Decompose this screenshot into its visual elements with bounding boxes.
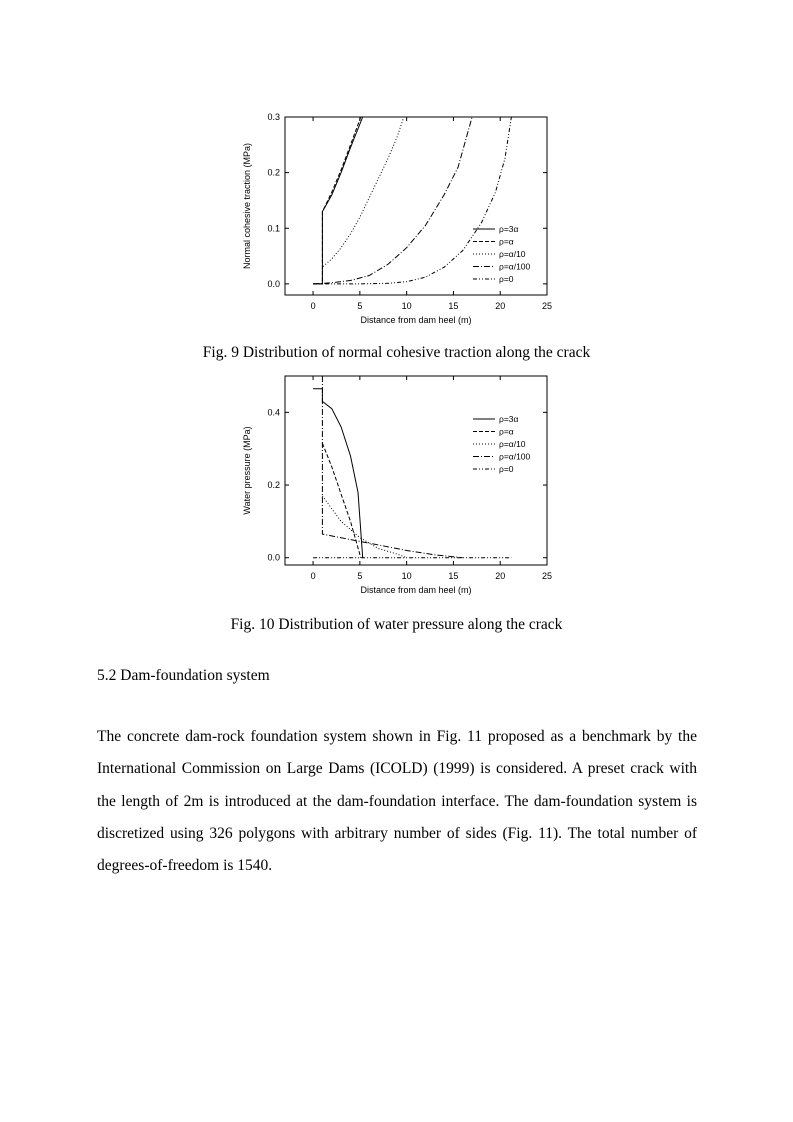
legend-entry: ρ=3α	[499, 224, 519, 234]
series-line	[322, 376, 462, 558]
section-heading: 5.2 Dam-foundation system	[97, 667, 270, 684]
x-tick-label: 25	[541, 301, 553, 311]
chart-water-pressure	[0, 372, 793, 602]
legend-entry: ρ=α/10	[499, 249, 526, 259]
legend-entry: ρ=α	[499, 426, 514, 437]
y-tick-label: 0.0	[267, 278, 280, 289]
x-tick-label: 25	[541, 571, 553, 581]
y-tick-label: 0.1	[267, 223, 280, 234]
x-tick-label: 0	[310, 301, 316, 311]
series-line	[313, 117, 472, 284]
y-axis-label: Water pressure (MPa)	[242, 426, 252, 515]
legend-entry: ρ=α	[499, 236, 514, 247]
legend-entry: ρ=α/100	[499, 451, 531, 462]
series-line	[313, 389, 363, 558]
x-tick-label: 0	[310, 571, 316, 581]
legend-entry: ρ=0	[499, 274, 514, 284]
y-tick-label: 0.4	[267, 407, 280, 418]
legend-entry: ρ=α/10	[499, 439, 526, 449]
figure-10	[0, 372, 793, 602]
chart-normal-cohesive-traction	[0, 105, 793, 335]
x-tick-label: 20	[495, 571, 506, 581]
x-tick-label: 5	[357, 301, 363, 311]
series-line	[313, 117, 511, 284]
x-axis-label: Distance from dam heel (m)	[360, 585, 472, 595]
y-tick-label: 0.2	[267, 480, 280, 491]
legend-entry: ρ=3α	[499, 414, 519, 424]
body-paragraph: The concrete dam-rock foundation system shown in Fig. 11 proposed as a benchmark by the International Commission on Large Dams (ICOLD) (1999) is considered. A preset crack with the length of 2m is introduced at the dam-foundation interface. The dam-foundation system is discretized using 326 polygons with arbitrary number of sides (Fig. 11). The total number of degrees-of-freedom is 1540.	[97, 728, 697, 875]
x-tick-label: 20	[495, 301, 506, 311]
series-line	[313, 117, 363, 284]
legend-entry: ρ=0	[499, 464, 514, 474]
y-tick-label: 0.3	[267, 112, 280, 122]
x-tick-label: 10	[401, 301, 412, 311]
y-axis-label: Normal cohesive traction (MPa)	[242, 142, 252, 270]
figure-10-caption: Fig. 10 Distribution of water pressure along the crack	[230, 616, 563, 633]
x-tick-label: 10	[401, 571, 412, 581]
y-tick-label: 0.0	[267, 552, 280, 563]
x-tick-label: 15	[448, 571, 459, 581]
x-axis-label: Distance from dam heel (m)	[360, 315, 472, 325]
legend-entry: ρ=α/100	[499, 261, 531, 272]
series-line	[313, 117, 404, 284]
series-line	[313, 117, 361, 284]
figure-9-caption: Fig. 9 Distribution of normal cohesive traction along the crack	[202, 344, 591, 361]
x-tick-label: 15	[448, 301, 459, 311]
x-tick-label: 5	[357, 571, 363, 581]
y-tick-label: 0.2	[267, 167, 280, 178]
figure-9	[0, 105, 793, 335]
